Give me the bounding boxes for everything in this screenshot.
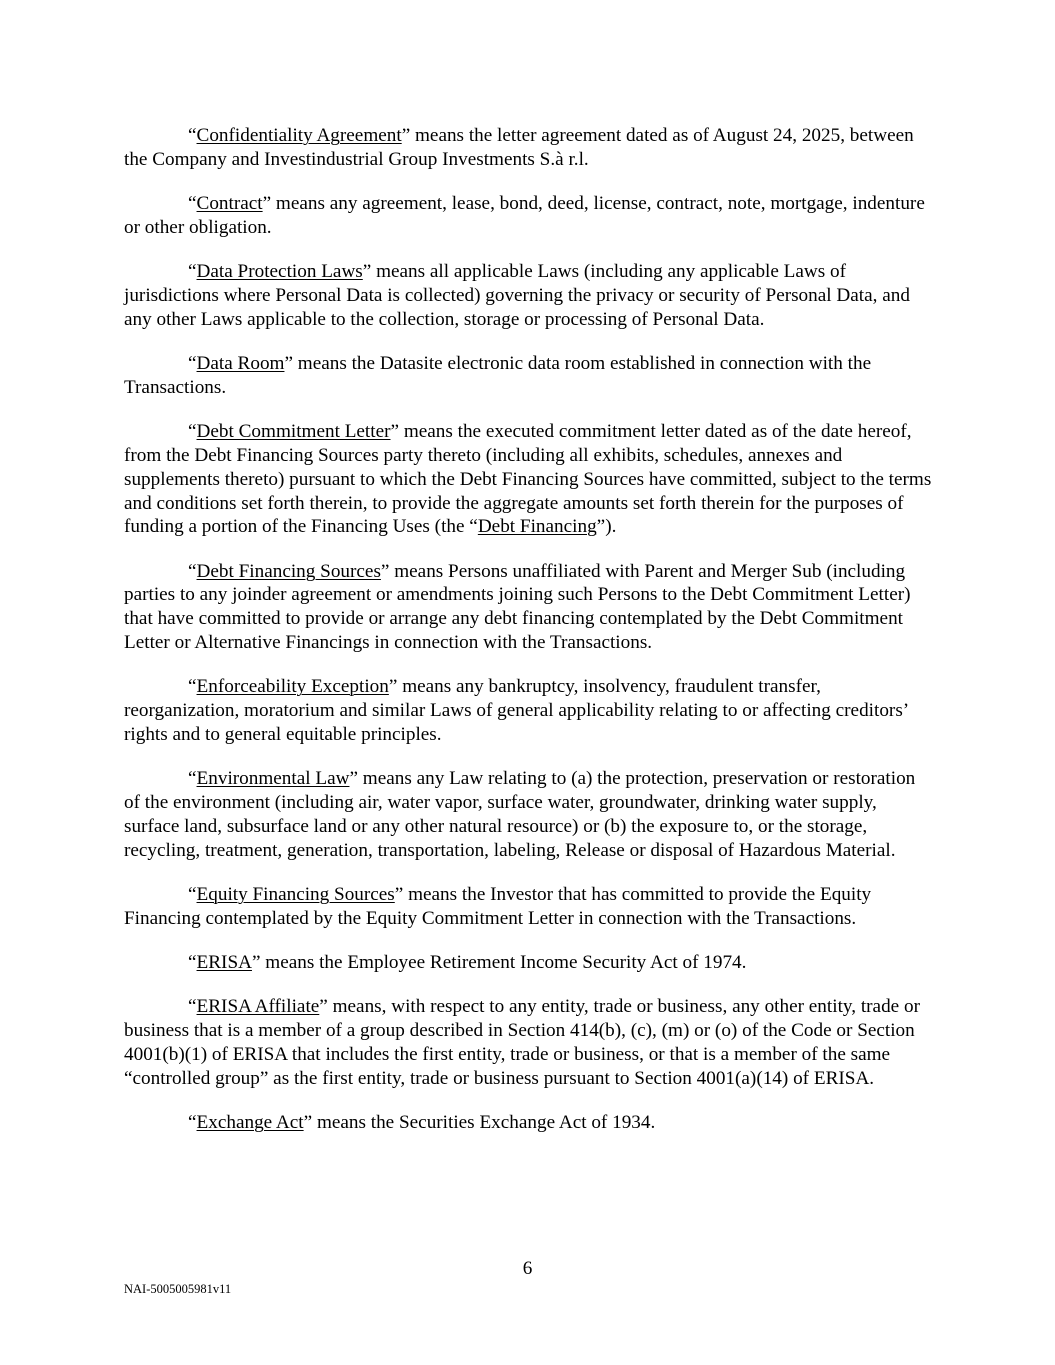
defined-term: ERISA Affiliate bbox=[196, 996, 320, 1018]
defined-term: Data Room bbox=[196, 353, 285, 375]
open-quote: “ bbox=[188, 676, 197, 698]
open-quote: “ bbox=[188, 125, 197, 146]
defined-term: Exchange Act bbox=[196, 1112, 304, 1133]
defined-term-inline: Debt Financing bbox=[477, 516, 597, 538]
definition-text: ” means the Employee Retirement Income Security Act of 1974. bbox=[251, 952, 747, 974]
definition-text: ” means Persons unaffiliated with Parent and Merger Sub (including parties to any joinder agreement or amendments joining such Persons to the Debt Commitment Letter) that have committed to provide or arrange any debt financing contemplated by the Debt Commitment Letter or Alternative Financings in connection with the Transactions. bbox=[124, 560, 911, 654]
open-quote: “ bbox=[188, 883, 197, 905]
open-quote: “ bbox=[188, 353, 197, 375]
definition-text: ” means the letter agreement dated as of August 24, 2025, between the Company and Investindustrial Group Investments S.à r.l. bbox=[124, 125, 914, 170]
open-quote: “ bbox=[188, 768, 197, 790]
open-quote: “ bbox=[188, 560, 197, 582]
definition-data-protection-laws bbox=[124, 260, 932, 331]
definition-contract bbox=[124, 192, 932, 240]
definition-text: ” means, with respect to any entity, trade or business, any other entity, trade or business that is a member of a group described in Section 414(b), (c), (m) or (o) of the Code or Section 4001(b)(1) of ERISA that includes the first entity, trade or business, or that is a member of the same “controlled group” as the first entity, trade or business pursuant to Section 4001(a)(14) of ERISA. bbox=[124, 996, 920, 1089]
definition-text: ” means the Securities Exchange Act of 1934. bbox=[303, 1112, 656, 1133]
defined-term: Equity Financing Sources bbox=[196, 883, 395, 905]
definition-confidentiality-agreement bbox=[124, 124, 932, 172]
definition-erisa-affiliate bbox=[124, 995, 932, 1090]
defined-term: ERISA bbox=[196, 952, 252, 974]
definition-text: ” means any agreement, lease, bond, deed, license, contract, note, mortgage, indenture or other obligation. bbox=[124, 193, 925, 238]
definition-text: ” means all applicable Laws (including any applicable Laws of jurisdictions where Personal Data is collected) governing the privacy or security of Personal Data, and any other Laws applicable to the collection, storage or processing of Personal Data. bbox=[124, 261, 910, 330]
definition-exchange-act bbox=[124, 1111, 932, 1135]
definition-environmental-law bbox=[124, 767, 932, 862]
defined-term: Environmental Law bbox=[196, 768, 350, 790]
open-quote: “ bbox=[188, 261, 197, 283]
definition-erisa bbox=[124, 951, 932, 975]
definition-debt-financing-sources bbox=[124, 560, 932, 655]
page-number: 6 bbox=[522, 1258, 533, 1279]
definition-text: ” means the executed commitment letter dated as of the date hereof, from the Debt Financing Sources party thereto (including all exhibits, schedules, annexes and supplements thereto) pursuant to which the Debt Financing Sources have committed, subject to the terms and conditions set forth therein, to provide the aggregate amounts set forth therein for the purposes of funding a portion of the Financing Uses (the “ bbox=[124, 421, 932, 538]
defined-term: Data Protection Laws bbox=[196, 261, 363, 283]
defined-term: Debt Commitment Letter bbox=[196, 421, 391, 443]
defined-term: Contract bbox=[196, 193, 263, 215]
defined-term: Debt Financing Sources bbox=[196, 560, 381, 582]
document-id: NAI-5005005981v11 bbox=[124, 1282, 232, 1296]
definition-enforceability-exception bbox=[124, 675, 932, 746]
definition-equity-financing-sources bbox=[124, 883, 932, 931]
definition-data-room bbox=[124, 352, 932, 400]
definition-text: ” means any bankruptcy, insolvency, fraudulent transfer, reorganization, moratorium and similar Laws of general applicability relating to or affecting creditors’ rights and to general equitable principles. bbox=[124, 676, 908, 745]
definition-tail: ”). bbox=[596, 516, 617, 538]
open-quote: “ bbox=[188, 996, 197, 1018]
open-quote: “ bbox=[188, 1112, 197, 1133]
defined-term: Confidentiality Agreement bbox=[196, 125, 402, 146]
open-quote: “ bbox=[188, 952, 197, 974]
open-quote: “ bbox=[188, 193, 197, 215]
definition-debt-commitment-letter bbox=[124, 420, 932, 539]
definition-text: ” means the Datasite electronic data room established in connection with the Transactions. bbox=[124, 353, 872, 398]
defined-term: Enforceability Exception bbox=[196, 676, 389, 698]
definition-text: ” means any Law relating to (a) the protection, preservation or restoration of the environment (including air, water vapor, surface water, groundwater, drinking water supply, surface land, subsurface land or any other natural resource) or (b) the exposure to, or the storage, recycling, treatment, generation, transportation, labeling, Release or disposal of Hazardous Material. bbox=[124, 768, 916, 861]
document-body bbox=[124, 124, 932, 1155]
open-quote: “ bbox=[188, 421, 197, 443]
definition-text: ” means the Investor that has committed to provide the Equity Financing contemplated by the Equity Commitment Letter in connection with the Transactions. bbox=[124, 883, 872, 929]
